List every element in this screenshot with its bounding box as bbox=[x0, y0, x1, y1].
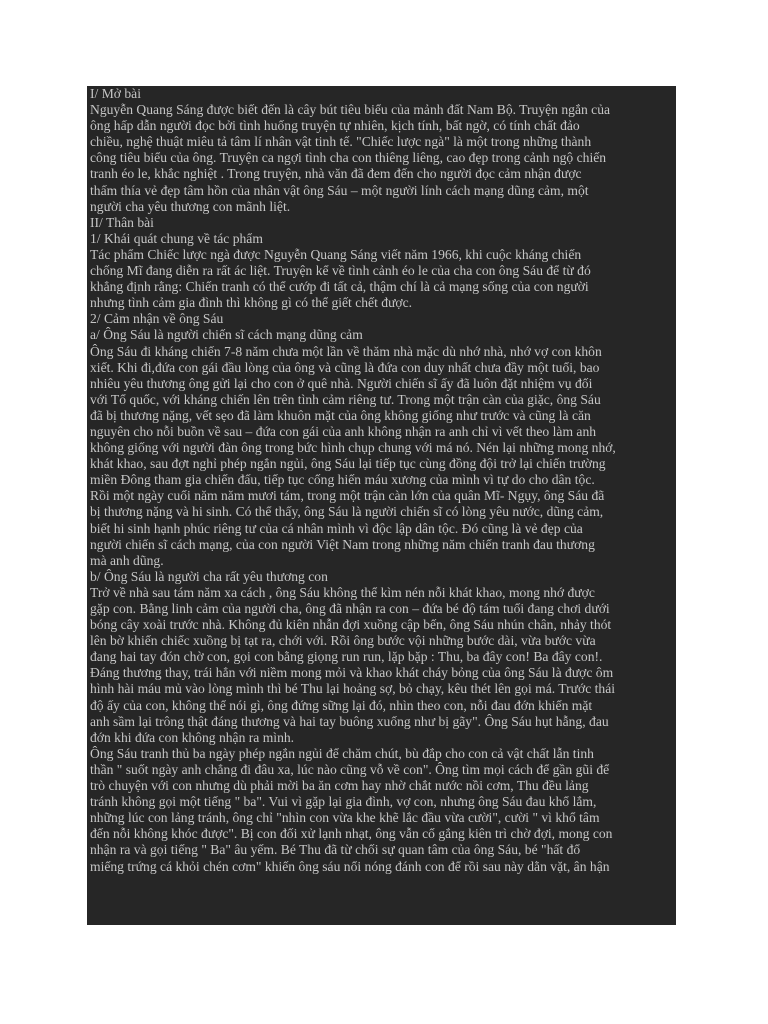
text-line: Ông Sáu tranh thủ ba ngày phép ngắn ngủi để chăm chút, bù đắp cho con cả vật chất lẫn tinh bbox=[90, 745, 594, 761]
text-line: gặp con. Bằng linh cảm của người cha, ông đã nhận ra con – đứa bé độ tám tuổi đang chơi dưới bbox=[90, 601, 610, 616]
text-line: tranh éo le, khắc nghiệt . Trong truyện, nhà văn đã đem đến cho người đọc cảm nhận được bbox=[90, 166, 582, 182]
text-line: 1/ Khái quát chung về tác phẩm bbox=[90, 230, 263, 246]
text-line: bị thương nặng và hi sinh. Có thể thấy, ông Sáu là người chiến sĩ có lòng yêu nước, dũng cảm, bbox=[90, 504, 604, 520]
text-line: anh sầm lại trông thật đáng thương và hai tay buông xuống như bị gãy". Ông Sáu hụt hẫng, đau bbox=[90, 713, 609, 729]
text-line: người chiến sĩ cách mạng, của con người Việt Nam trong những năm chiến tranh đau thương bbox=[90, 536, 595, 552]
text-line: với Tổ quốc, với kháng chiến lên trên tình cảm riêng tư. Trong một trận càn của giặc, ông Sáu bbox=[90, 391, 601, 407]
text-line: miền Đông tham gia chiến đấu, tiếp tục cống hiến máu xương của mình vì tự do cho dân tộc. bbox=[90, 472, 595, 488]
text-line: b/ Ông Sáu là người cha rất yêu thương con bbox=[90, 568, 328, 584]
document-text-block bbox=[87, 86, 676, 925]
text-line: miếng trứng cá khỏi chén cơm" khiến ông sáu nổi nóng đánh con để rồi sau này dằn vặt, ân hận bbox=[90, 858, 610, 874]
text-line: mà anh dũng. bbox=[90, 552, 164, 568]
text-line: hình hài máu mủ vào lòng mình thì bé Thu lại hoảng sợ, bỏ chạy, kêu thét lên gọi má. Trước thái bbox=[90, 681, 616, 697]
text-line: đang hai tay đón chờ con, gọi con bằng giọng run run, lặp bặp : Thu, ba đây con! Ba đây con!. bbox=[90, 649, 603, 665]
text-line: chiều, nghệ thuật miêu tả tâm lí nhân vật tinh tế. "Chiếc lược ngà" là một trong những thành bbox=[90, 134, 592, 150]
text-line: Nguyễn Quang Sáng được biết đến là cây bút tiêu biểu của mảnh đất Nam Bộ. Truyện ngắn của bbox=[90, 102, 611, 118]
text-line: đến nỗi không khóc được". Bị con đối xử lạnh nhạt, ông vẫn cố gắng kiên trì chờ đợi, mong con bbox=[90, 826, 613, 842]
text-line: nhưng tình cảm gia đình thì không gì có thể giết chết được. bbox=[90, 295, 413, 311]
text-line: nhận ra và gọi tiếng " Ba" âu yếm. Bé Thu đã từ chối sự quan tâm của ông Sáu, bé "hất đổ bbox=[90, 842, 581, 858]
text-line: người cha yêu thương con mãnh liệt. bbox=[90, 198, 291, 214]
text-line: thần " suốt ngày anh chẳng đi đâu xa, lúc nào cũng vỗ về con". Ông tìm mọi cách để gần gũi để bbox=[90, 761, 610, 777]
text-line: lên bờ khiến chiếc xuồng bị tạt ra, chới với. Rồi ông bước vội những bước dài, vừa bước vừa bbox=[90, 633, 596, 649]
text-line: xiết. Khi đi,đứa con gái đầu lòng của ông và cũng là đứa con duy nhất chưa đầy một tuổi, bao bbox=[90, 359, 600, 375]
text-line: không giống với người đàn ông trong bức hình chụp chung với má nó. Nén lại những mong nhớ, bbox=[90, 440, 616, 456]
text-line: Tác phẩm Chiếc lược ngà được Nguyễn Quang Sáng viết năm 1966, khi cuộc kháng chiến bbox=[90, 246, 582, 262]
text-line: Ông Sáu đi kháng chiến 7-8 năm chưa một lần về thăm nhà mặc dù nhớ nhà, nhớ vợ con khôn bbox=[90, 343, 602, 359]
text-line: thấm thía vẻ đẹp tâm hồn của nhân vật ông Sáu – một người lính cách mạng dũng cảm, một bbox=[90, 182, 589, 198]
text-line: nhiêu yêu thương ông gửi lại cho con ở quê nhà. Người chiến sĩ ấy đã luôn đặt nhiệm vụ đối bbox=[90, 375, 593, 391]
text-line: II/ Thân bài bbox=[90, 214, 154, 230]
text-line: độ ấy của con, không thể nói gì, ông đứng sững lại đó, nhìn theo con, nỗi đau đớn khiến mặt bbox=[90, 697, 593, 713]
text-line: đã bị thương nặng, vết sẹo đã làm khuôn mặt của ông không giống như trước và cũng là căn bbox=[90, 407, 591, 423]
text-line: chống Mĩ đang diễn ra rất ác liệt. Truyện kể về tình cảnh éo le của cha con ông Sáu để từ đó bbox=[90, 263, 591, 279]
text-line: a/ Ông Sáu là người chiến sĩ cách mạng dũng cảm bbox=[90, 327, 363, 343]
text-line: Rồi một ngày cuối năm năm mươi tám, trong một trận càn lớn của quân Mĩ- Ngụy, ông Sáu đã bbox=[90, 488, 605, 504]
text-line: khát khao, sau đợt nghỉ phép ngắn ngủi, ông Sáu lại tiếp tục cùng đồng đội trở lại chiến trường bbox=[90, 456, 606, 472]
text-line: trò chuyện với con nhưng dù phải mời ba ăn cơm hay nhờ chắt nước nồi cơm, Thu đều lảng bbox=[90, 778, 589, 794]
text-line: I/ Mở bài bbox=[90, 86, 141, 101]
text-line: tránh không gọi một tiếng " ba". Vui vì gặp lại gia đình, vợ con, nhưng ông Sáu đau khổ lắm, bbox=[90, 794, 597, 810]
text-line: 2/ Cảm nhận về ông Sáu bbox=[90, 311, 224, 327]
text-line: những lúc con lảng tránh, ông chỉ "nhìn con vừa khe khẽ lắc đầu vừa cười", cười " vì khổ tâm bbox=[90, 810, 600, 826]
text-line: biết hi sinh hạnh phúc riêng tư của cá nhân mình vì độc lập dân tộc. Đó cũng là vẻ đẹp của bbox=[90, 520, 583, 536]
text-line: bóng cây xoài trước nhà. Không đủ kiên nhẫn đợi xuồng cập bến, ông Sáu nhún chân, nhảy thót bbox=[90, 617, 612, 633]
text-line: Đáng thương thay, trái hẳn với niềm mong mỏi và khao khát cháy bỏng của ông Sáu là được ôm bbox=[90, 665, 614, 681]
text-line: công tiêu biểu của ông. Truyện ca ngợi tình cha con thiêng liêng, cao đẹp trong cảnh ngộ chiến bbox=[90, 150, 607, 166]
text-line: ông hấp dẫn người đọc bởi tình huống truyện tự nhiên, kịch tính, bất ngờ, có tính chất đảo bbox=[90, 118, 580, 134]
text-line: khẳng định rằng: Chiến tranh có thể cướp đi tất cả, thậm chí là cả mạng sống của con người bbox=[90, 279, 589, 295]
text-line: nguyên cho nỗi buồn về sau – đứa con gái của anh không nhận ra anh chỉ vì vết theo làm anh bbox=[90, 423, 597, 439]
text-line: đớn khi đứa con không nhận ra mình. bbox=[90, 729, 295, 745]
text-line: Trở về nhà sau tám năm xa cách , ông Sáu không thể kìm nén nỗi khát khao, mong nhớ được bbox=[90, 584, 595, 600]
